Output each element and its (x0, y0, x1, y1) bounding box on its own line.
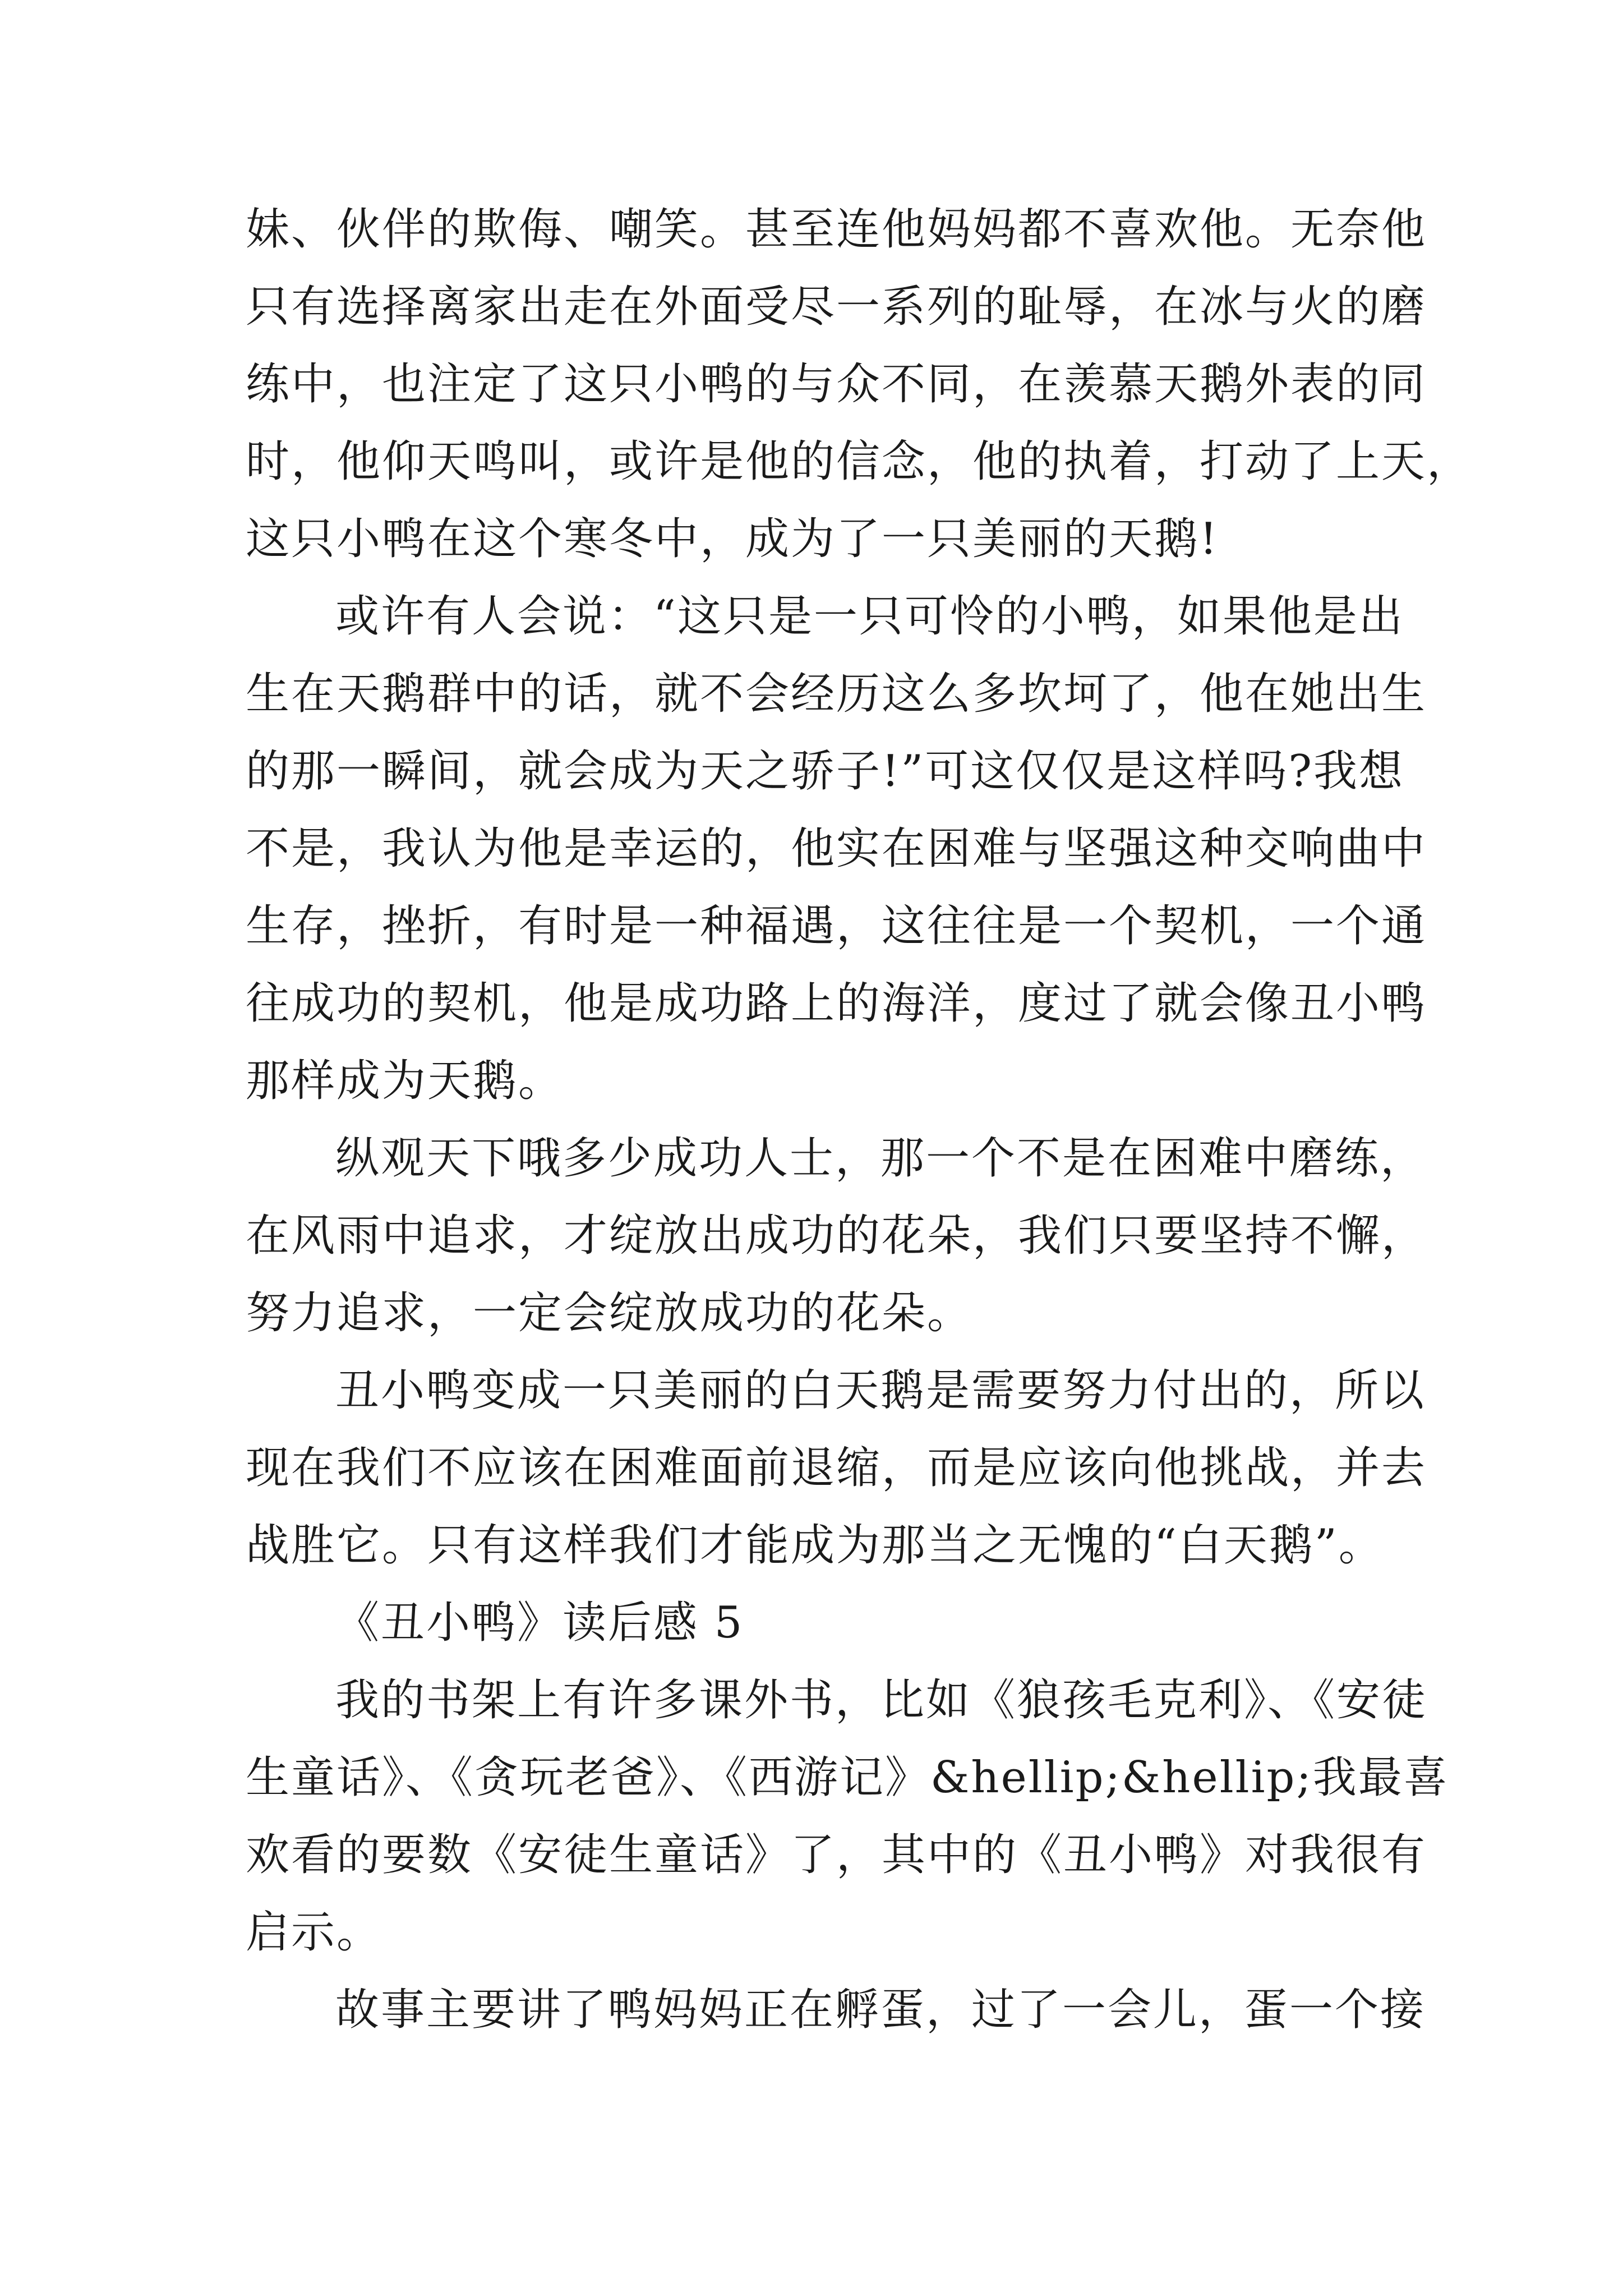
text-line: 丑小鸭变成一只美丽的白天鹅是需要努力付出的，所以 (335, 1365, 1426, 1416)
text-line: 启示。 (246, 1907, 382, 1958)
essay-body (246, 191, 1473, 2049)
text-line: 在风雨中追求，才绽放出成功的花朵，我们只要坚持不懈， (246, 1211, 1427, 1261)
text-line: 我的书架上有许多课外书，比如《狼孩毛克利》、《安徒 (335, 1675, 1428, 1726)
text-line: 故事主要讲了鸭妈妈正在孵蛋，过了一会儿，蛋一个接 (335, 1985, 1426, 2035)
text-line: 纵观天下哦多少成功人士，那一个不是在困难中磨练， (335, 1133, 1426, 1184)
text-line: 努力追求，一定会绽放成功的花朵。 (246, 1288, 973, 1338)
text-line: 现在我们不应该在困难面前退缩，而是应该向他挑战，并去 (246, 1443, 1427, 1493)
text-line: 只有选择离家出走在外面受尽一系列的耻辱，在冰与火的磨 (246, 282, 1427, 332)
text-line: 生童话》、《贪玩老爸》、《西游记》&hellip;&hellip;我最喜 (246, 1752, 1449, 1803)
text-line: 往成功的契机，他是成功路上的海洋，度过了就会像丑小鸭 (246, 978, 1427, 1029)
text-line: 生在天鹅群中的话，就不会经历这么多坎坷了，他在她出生 (246, 669, 1427, 719)
text-line: 欢看的要数《安徒生童话》了，其中的《丑小鸭》对我很有 (246, 1830, 1427, 1880)
text-line: 妹、伙伴的欺侮、嘲笑。甚至连他妈妈都不喜欢他。无奈他 (246, 204, 1427, 255)
text-line: 战胜它。只有这样我们才能成为那当之无愧的“白天鹅”。 (246, 1520, 1384, 1571)
text-line: 不是，我认为他是幸运的，他实在困难与坚强这种交响曲中 (246, 823, 1427, 874)
text-line: 的那一瞬间，就会成为天之骄子!”可这仅仅是这样吗?我想 (246, 746, 1405, 797)
text-line: 那样成为天鹅。 (246, 1056, 564, 1106)
text-line: 生存，挫折，有时是一种福遇，这往往是一个契机，一个通 (246, 901, 1427, 951)
section-heading: 《丑小鸭》读后感 5 (335, 1598, 744, 1648)
text-line: 这只小鸭在这个寒冬中，成为了一只美丽的天鹅! (246, 514, 1219, 564)
text-line: 或许有人会说：“这只是一只可怜的小鸭，如果他是出 (335, 591, 1404, 642)
text-line: 练中，也注定了这只小鸭的与众不同，在羡慕天鹅外表的同 (246, 359, 1427, 409)
text-line: 时，他仰天鸣叫，或许是他的信念，他的执着，打动了上天， (246, 436, 1473, 487)
